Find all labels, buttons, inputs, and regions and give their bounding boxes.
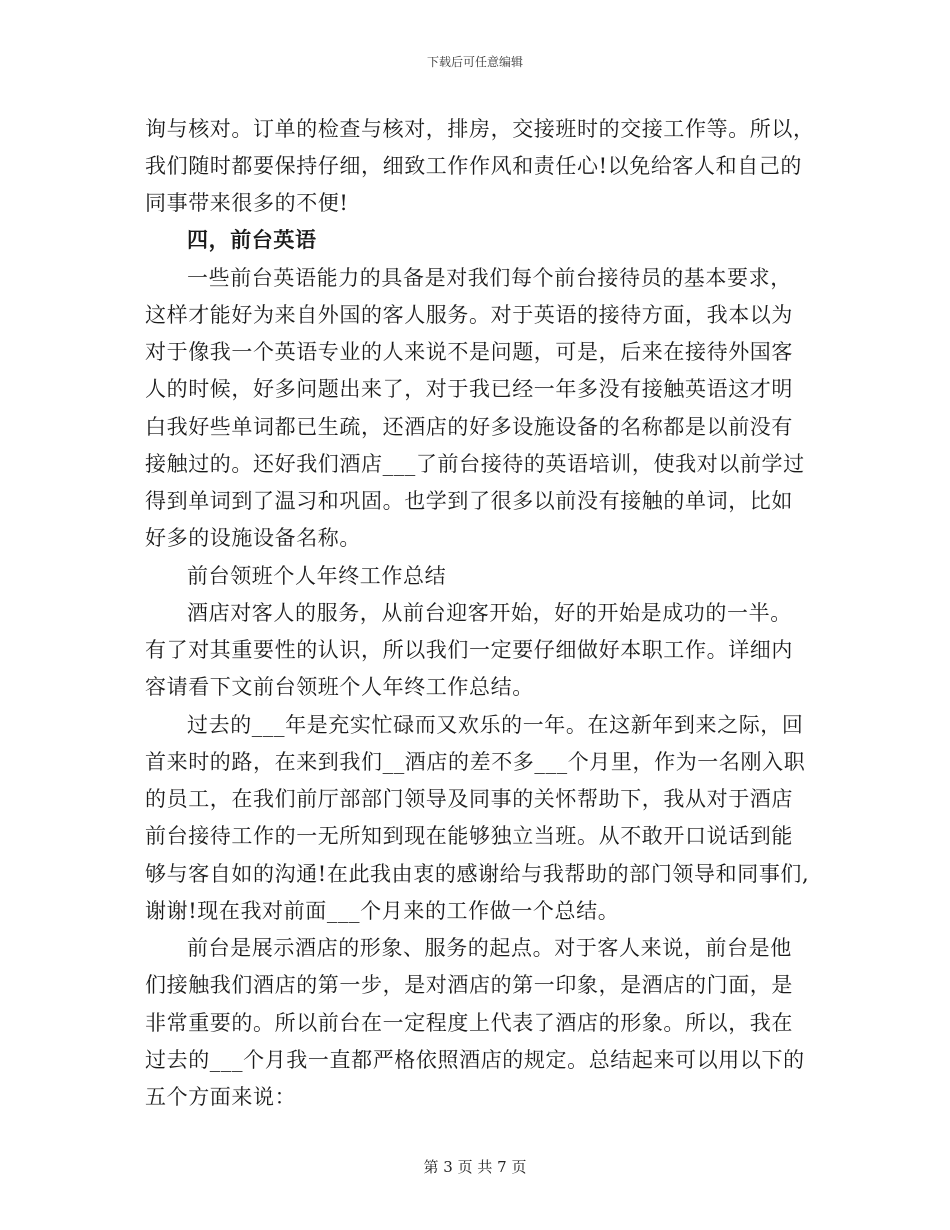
- text-line: 谢谢!现在我对前面___个月来的工作做一个总结。: [145, 899, 620, 923]
- text-line: 白我好些单词都已生疏，还酒店的好多设施设备的名称都是以前没有: [145, 415, 793, 439]
- text-line: 过去的___个月我一直都严格依照酒店的规定。总结起来可以用以下的: [145, 1048, 805, 1072]
- text-line: 五个方面来说：: [145, 1085, 297, 1109]
- paragraph-first-line: 酒店对客人的服务，从前台迎客开始，好的开始是成功的一半。: [187, 601, 792, 625]
- text-line: 对于像我一个英语专业的人来说不是问题，可是，后来在接待外国客: [145, 340, 793, 364]
- text-line: 够与客自如的沟通!在此我由衷的感谢给与我帮助的部门领导和同事们,: [145, 862, 810, 886]
- text-line: 容请看下文前台领班个人年终工作总结。: [145, 675, 534, 699]
- page-footer: 第 3 页 共 7 页: [423, 1158, 527, 1176]
- text-line: 接触过的。还好我们酒店___了前台接待的英语培训，使我对以前学过: [145, 452, 805, 476]
- text-line: 询与核对。订单的检查与核对，排房，交接班时的交接工作等。所以，: [145, 117, 815, 141]
- text-line: 首来时的路，在来到我们__酒店的差不多___个月里，作为一名刚入职: [145, 750, 806, 774]
- text-line: 们接触我们酒店的第一步，是对酒店的第一印象，是酒店的门面，是: [145, 973, 793, 997]
- text-line: 好多的设施设备名称。: [145, 526, 361, 550]
- paragraph-first-line: 一些前台英语能力的具备是对我们每个前台接待员的基本要求，: [187, 266, 792, 290]
- page-header: 下载后可任意编辑: [426, 55, 523, 69]
- text-line: 前台接待工作的一无所知到现在能够独立当班。从不敢开口说话到能: [145, 824, 793, 848]
- subtitle-line: 前台领班个人年终工作总结: [187, 564, 447, 588]
- text-line: 这样才能好为来自外国的客人服务。对于英语的接待方面，我本以为: [145, 303, 793, 327]
- text-line: 有了对其重要性的认识，所以我们一定要仔细做好本职工作。详细内: [145, 638, 793, 662]
- section-heading: 四，前台英语: [187, 227, 317, 252]
- paragraph-first-line: 过去的___年是充实忙碌而又欢乐的一年。在这新年到来之际，回: [187, 713, 804, 737]
- paragraph-first-line: 前台是展示酒店的形象、服务的起点。对于客人来说，前台是他: [187, 936, 792, 960]
- text-line: 非常重要的。所以前台在一定程度上代表了酒店的形象。所以，我在: [145, 1011, 793, 1035]
- text-line: 得到单词到了温习和巩固。也学到了很多以前没有接触的单词，比如: [145, 489, 793, 513]
- text-line: 人的时候，好多问题出来了，对于我已经一年多没有接触英语这才明: [145, 377, 793, 401]
- text-line: 我们随时都要保持仔细，细致工作作风和责任心!以免给客人和自己的: [145, 154, 803, 178]
- text-line: 的员工，在我们前厅部部门领导及同事的关怀帮助下，我从对于酒店: [145, 787, 793, 811]
- text-line: 同事带来很多的不便!: [145, 191, 349, 215]
